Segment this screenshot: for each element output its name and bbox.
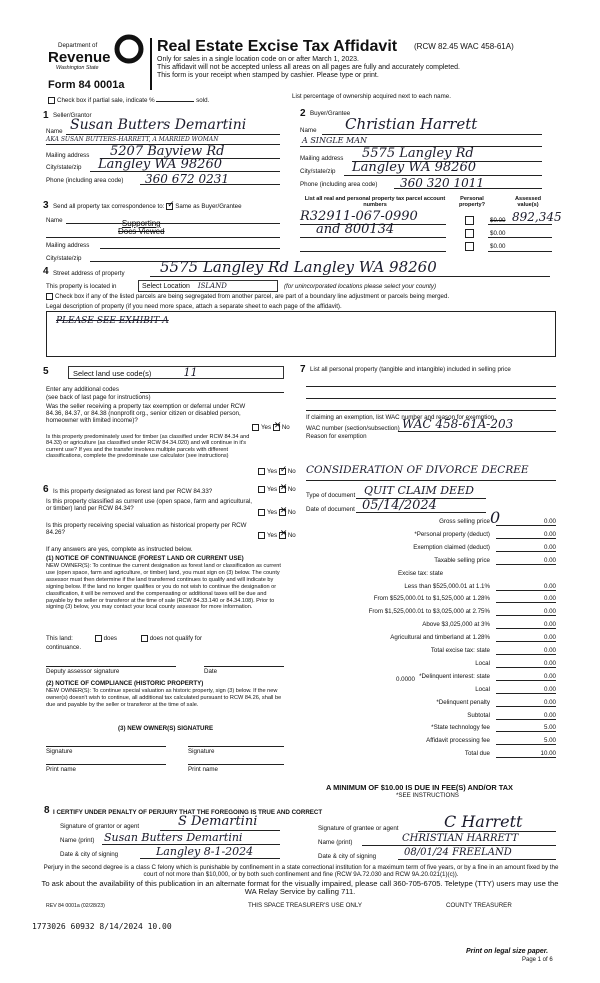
tax-row-value[interactable]: 0.00: [543, 659, 556, 667]
sec5-q1-no-label: No: [281, 424, 290, 432]
section-8-number: 8: [44, 805, 50, 816]
tax-row-value[interactable]: 0.00: [543, 608, 556, 616]
section-6-number: 6: [43, 484, 49, 495]
exemption-label: If claiming an exemption, list WAC number and reason for exemption.: [306, 414, 496, 421]
legal-description-hw: PLEASE SEE EXHIBIT A: [56, 316, 169, 326]
seller-mailing[interactable]: 5207 Bayview Rd: [110, 144, 225, 159]
parcels-heading: List all real and personal property tax parcel account numbers: [304, 196, 446, 209]
street-address[interactable]: 5575 Langley Rd Langley WA 98260: [160, 258, 437, 276]
tax-row-label: *Personal property (deduct): [414, 530, 490, 538]
located-in-label: This property is located in: [46, 283, 117, 290]
sec6-q1-yes-label: Yes: [267, 486, 278, 494]
does-not-checkbox[interactable]: [141, 635, 148, 642]
personal-property-checkbox-2[interactable]: [465, 229, 474, 238]
header-line-1: Only for sales in a single location code on or after March 1, 2023.: [157, 56, 359, 63]
notice-2-title: (2) NOTICE OF COMPLIANCE (HISTORIC PROPERTY): [46, 680, 204, 687]
personal-property-checkbox-3[interactable]: [465, 242, 474, 251]
rev-number: REV 84 0001a (02/28/23): [46, 903, 105, 909]
wac-label: WAC number (section/subsection): [306, 425, 400, 432]
land-use-select-hw: 11: [183, 366, 198, 379]
sec6-q3-yes[interactable]: [258, 532, 265, 539]
section-4-number: 4: [43, 266, 49, 277]
parcel-2[interactable]: and 800134: [316, 222, 395, 237]
sec6-q1-no[interactable]: ✕: [279, 482, 288, 492]
tax-row-value[interactable]: 0.00: [543, 647, 556, 654]
tax-row-value[interactable]: 0.00: [543, 543, 556, 551]
section-5-number: 5: [43, 366, 49, 377]
local-rate[interactable]: 0.0000: [396, 676, 415, 683]
header-line-3: This form is your receipt when stamped by cashier. Please type or print.: [157, 72, 379, 79]
sec6-q1-no-label: No: [287, 486, 296, 494]
land-use-select-label: Select land use code(s): [73, 369, 152, 378]
tax-row-label: *Delinquent penalty: [436, 698, 490, 706]
section-3-number: 3: [43, 200, 49, 211]
form-rcw: (RCW 82.45 WAC 458-61A): [414, 42, 514, 51]
buyer-name[interactable]: Christian Harrett: [345, 115, 478, 133]
sec5-q1-yes[interactable]: [252, 424, 259, 431]
sec5-q2: Is this property predominately used for timber (as classified under RCW 84.34 and 84.33) or agriculture (as classified under RCW 84.34.020) and will continue in it's current use? If yes and the transfer involves multiple parcels with different classifications, complete the predominate use calculator (see instructions): [46, 434, 250, 460]
sec5-q1-yesno: [252, 420, 290, 432]
form-number: Form 84 0001a: [48, 79, 125, 91]
notice-1-body: NEW OWNER(S): To continue the current designation as forest land or classification as current use (open space, farm and agriculture, or timber) land, you must sign on (3) below. The county assessor must then determine if the land transferred continues to qualify and will indicate by signing below. If the land no longer qualifies or you do not wish to continue the designation or classification, it will be removed and the compensating or additional taxes will be due and payable by the seller or transferor at the time of sale (RCW 84.33.140 or 84.34.108). Prior to signing (3) below, you may contact your local county assessor for more information.: [46, 563, 281, 611]
owner-signature-1-label: Signature: [46, 748, 73, 755]
sec6-q2-yes[interactable]: [258, 509, 265, 516]
logo-swirl-icon: [114, 34, 144, 64]
grantee-name-label: Name (print): [318, 839, 353, 846]
sec5-q1-yes-label: Yes: [261, 424, 272, 432]
tax-row-value[interactable]: 0.00: [543, 672, 556, 680]
sec3-name-label: Name: [46, 217, 63, 224]
seller-phone-label: Phone (including area code): [46, 177, 124, 184]
tax-row-label: From $1,525,000.01 to $3,025,000 at 2.75%: [368, 608, 490, 616]
land-use-select[interactable]: [68, 366, 284, 379]
sec6-q3: Is this property receiving special valuation as historical property per RCW 84.26?: [46, 522, 247, 536]
segregated-row: [46, 293, 449, 300]
supporting-docs-stamp: [118, 220, 165, 236]
grantor-date-hw[interactable]: Langley 8-1-2024: [156, 845, 254, 858]
doc-date[interactable]: 05/14/2024: [362, 498, 437, 513]
personal-property-checkbox-1[interactable]: [465, 216, 474, 225]
assessed-value-2[interactable]: $0.00: [490, 230, 506, 237]
tax-row-value[interactable]: 0.00: [543, 595, 556, 603]
sec6-q2-yesno: [258, 505, 296, 517]
buyer-name-label: Name: [300, 127, 317, 134]
logo-state: Washington State: [56, 65, 99, 71]
sec5-q2-yes-label: Yes: [267, 468, 278, 476]
buyer-heading: Buyer/Grantee: [310, 110, 351, 117]
unincorporated-note: (for unincorporated locations please select your county): [284, 283, 437, 290]
tax-row-label: Local: [475, 685, 490, 693]
sec6-q3-no[interactable]: ✕: [279, 528, 288, 538]
personal-property-heading: Personal property?: [458, 196, 486, 209]
sec6-q1: Is this property designated as forest land per RCW 84.33?: [53, 488, 213, 495]
sec6-q1-yes[interactable]: [258, 486, 265, 493]
sec6-q2-no[interactable]: ✕: [279, 505, 288, 515]
buyer-mailing-label: Mailing address: [300, 155, 344, 162]
exemption-reason[interactable]: CONSIDERATION OF DIVORCE DECREE: [306, 464, 529, 476]
tax-row-label: Exemption claimed (deduct): [413, 543, 490, 551]
seller-city[interactable]: Langley WA 98260: [98, 157, 222, 172]
assessed-value-1-struck: $0.00: [490, 217, 506, 224]
owner-signature-2-label: Signature: [188, 748, 215, 755]
sec3-city-label: City/state/zip: [46, 255, 82, 262]
grantee-date-hw[interactable]: 08/01/24 FREELAND: [404, 847, 512, 858]
tax-row-value[interactable]: 5.00: [543, 737, 556, 745]
seller-name[interactable]: Susan Butters Demartini: [70, 117, 247, 133]
partial-sale-label: Check box if partial sale, indicate %: [57, 97, 155, 105]
owner-print-2-label: Print name: [188, 766, 218, 773]
supporting-line-2: Docs Viewed: [118, 227, 165, 236]
section-7-number: 7: [300, 364, 306, 375]
supporting-line-1: Supporting: [121, 219, 161, 228]
partial-sale-checkbox[interactable]: [48, 97, 55, 104]
grantor-date-label: Date & city of signing: [60, 851, 119, 858]
grantee-date-label: Date & city of signing: [318, 853, 377, 860]
notice-2-body: NEW OWNER(S): To continue special valuation as historic property, sign (3) below. If the new owner(s) doesn't wish to continue, all additional tax calculated pursuant to RCW 84.26, shall be due and payable by the seller or transferor at the time of sale.: [46, 688, 282, 708]
perjury-note: Perjury in the second degree is a class C felony which is punishable by confinement in a state correctional institution for a maximum term of five years, or by a fine in an amount fixed by the court of not more than $10,000, or by both such confinement and fine (RCW 9A.72.030 and RCW 9A.20.021(1)(c)).: [43, 864, 559, 878]
tax-row-label: Subtotal: [467, 711, 490, 719]
notice-3-title: (3) NEW OWNER(S) SIGNATURE: [118, 725, 214, 732]
tax-row-label: Less than $525,000.01 at 1.1%: [404, 582, 490, 590]
buyer-city-label: City/state/zip: [300, 168, 336, 175]
sec3-correspondence-label: Send all property tax correspondence to:: [53, 203, 165, 211]
tax-row-label: *Delinquent interest: state: [419, 672, 490, 680]
county-treasurer: COUNTY TREASURER: [446, 902, 512, 909]
page-number: Page 1 of 6: [522, 957, 553, 963]
tax-row-value[interactable]: 0.00: [543, 634, 556, 642]
location-select-hw: ISLAND: [197, 282, 227, 290]
sec3-mailing-label: Mailing address: [46, 242, 90, 249]
does-checkbox[interactable]: [95, 635, 102, 642]
certify-label: I CERTIFY UNDER PENALTY OF PERJURY THAT THE FOREGOING IS TRUE AND CORRECT: [53, 809, 323, 816]
tax-row-value[interactable]: 0.00: [543, 698, 556, 706]
buyer-mailing[interactable]: 5575 Langley Rd: [362, 146, 474, 161]
seller-name-label: Name: [46, 128, 63, 135]
location-select-label: Select Location: [142, 283, 190, 290]
same-as-buyer-checkbox[interactable]: ✓: [167, 199, 175, 209]
doc-type[interactable]: QUIT CLAIM DEED: [364, 484, 474, 497]
segregated-checkbox[interactable]: [46, 293, 53, 300]
tax-row-label: Taxable selling price: [434, 556, 490, 564]
gross-selling-hw: 0: [490, 508, 501, 527]
seller-city-label: City/state/zip: [46, 164, 82, 171]
this-land-label: This land:: [46, 635, 73, 643]
tax-row-label: *State technology fee: [431, 724, 490, 732]
tax-row-label: Total excise tax: state: [430, 647, 490, 654]
tax-row-value[interactable]: 0.00: [543, 685, 556, 693]
tax-row-value[interactable]: 10.00: [540, 750, 556, 758]
sig-grantee-label: Signature of grantee or agent: [318, 825, 399, 832]
this-land-row: [46, 635, 202, 642]
alternate-format-note: To ask about the availability of this publication in an alternate format for the visually impaired, please call 360-705-6705. Teletype (TTY) users may use the WA Relay Service by calling 711.: [41, 879, 559, 897]
deputy-signature-label: Deputy assessor signature: [46, 668, 120, 675]
percent-note: List percentage of ownership acquired next to each name.: [292, 93, 451, 100]
does-label: does: [103, 635, 117, 643]
buyer-phone-label: Phone (including area code): [300, 181, 378, 188]
segregated-label: Check box if any of the listed parcels are being segregated from another parcel, are part of a boundary line adjustment or parcels being merged.: [55, 293, 450, 301]
assessed-value-1[interactable]: 892,345: [512, 210, 562, 224]
tax-row-label: Above $3,025,000 at 3%: [422, 621, 490, 629]
sig-grantee-hw[interactable]: C Harrett: [444, 812, 523, 831]
legal-description-label: Legal description of property (if you need more space, attach a separate sheet to each page of the affidavit).: [46, 303, 342, 310]
buyer-city[interactable]: Langley WA 98260: [352, 160, 476, 175]
sec6-q3-yes-label: Yes: [267, 532, 278, 540]
tax-row-value[interactable]: 0.00: [543, 711, 556, 719]
section-2-number: 2: [300, 108, 306, 119]
minimum-note: A MINIMUM OF $10.00 IS DUE IN FEE(S) AND/OR TAX: [326, 783, 513, 792]
sec5-q2-yesno: [258, 464, 296, 476]
assessed-value-heading: Assessed value(s): [514, 196, 542, 209]
sec5-q1: Was the seller receiving a property tax exemption or deferral under RCW 84.36, 84.37, or 84.38 (nonprofit org., senior citizen or disabled person, homeowner with limited income)?: [46, 403, 246, 424]
tax-row-label: From $525,000.01 to $1,525,000 at 1.28%: [373, 595, 490, 603]
notice-1-title: (1) NOTICE OF CONTINUANCE (FOREST LAND OR CURRENT USE): [46, 555, 244, 562]
grantor-name-hw[interactable]: Susan Butters Demartini: [104, 831, 243, 844]
wac-number[interactable]: WAC 458-61A-203: [402, 417, 514, 431]
buyer-name-2[interactable]: A SINGLE MAN: [302, 136, 368, 145]
buyer-phone[interactable]: 360 320 1011: [400, 176, 484, 190]
tax-row-label: Total due: [464, 750, 490, 758]
header-line-2: This affidavit will not be accepted unless all areas on all pages are fully and accurately completed.: [157, 64, 460, 71]
section-1-number: 1: [43, 110, 49, 121]
sig-grantor-label: Signature of grantor or agent: [60, 823, 140, 830]
sec3-label: [53, 199, 242, 211]
tax-row-value[interactable]: 0.00: [543, 621, 556, 629]
tax-row-value[interactable]: 0.00: [543, 530, 556, 538]
tax-row-label: Agricultural and timberland at 1.28%: [390, 634, 490, 642]
assessed-value-3[interactable]: $0.00: [490, 243, 506, 250]
sec7-label: List all personal property (tangible and intangible) included in selling price: [310, 366, 511, 373]
revenue-logo: [44, 34, 148, 84]
street-address-label: Street address of property: [53, 270, 125, 277]
tax-row-label: Local: [475, 659, 490, 667]
treasurer-use: THIS SPACE TREASURER'S USE ONLY: [248, 902, 362, 909]
logo-dept: Department of: [58, 42, 98, 49]
owner-print-1-label: Print name: [46, 766, 76, 773]
see-back-label: (see back of last page for instructions): [46, 394, 151, 401]
tax-row-value[interactable]: 5.00: [543, 724, 556, 732]
header-divider: [150, 38, 152, 90]
sec6-q2: Is this property classified as current use (open space, farm and agricultural, or timber) land per RCW 84.34?: [46, 498, 253, 512]
sig-grantor-hw[interactable]: S Demartini: [178, 814, 258, 829]
does-not-label: does not qualify for: [149, 635, 203, 643]
sec5-q1-no[interactable]: ✕: [273, 420, 282, 430]
sec6-q3-no-label: No: [287, 532, 296, 540]
additional-codes-label: Enter any additional codes: [46, 386, 119, 393]
recording-stamp: 1773026 60932 8/14/2024 10.00: [32, 922, 172, 931]
sec5-q2-no-label: No: [287, 468, 296, 476]
tax-row-value[interactable]: 0.00: [543, 556, 556, 564]
sec5-q2-no[interactable]: ✓: [279, 464, 288, 474]
location-select[interactable]: [138, 280, 278, 292]
see-instructions-note: *SEE INSTRUCTIONS: [396, 792, 459, 799]
sec6-q1-yesno: [258, 482, 296, 494]
tax-row-label: Gross selling price: [439, 518, 490, 525]
continuance-label: continuance.: [46, 644, 82, 651]
doc-type-label: Type of document: [306, 492, 356, 499]
seller-mailing-label: Mailing address: [46, 152, 90, 159]
partial-sale-row: [48, 97, 209, 104]
seller-name-2[interactable]: AKA SUSAN BUTTERS-HARRETT, A MARRIED WOMAN: [46, 136, 219, 143]
legal-paper-note: Print on legal size paper.: [466, 948, 549, 955]
tax-row-label: Excise tax: state: [398, 569, 444, 577]
seller-heading: Seller/Grantor: [53, 112, 92, 119]
sec6-q2-no-label: No: [287, 509, 296, 517]
sec6-q2-yes-label: Yes: [267, 509, 278, 517]
reason-label: Reason for exemption: [306, 433, 367, 440]
deputy-date-label: Date: [204, 668, 218, 675]
grantee-name-hw[interactable]: CHRISTIAN HARRETT: [402, 833, 519, 844]
seller-phone[interactable]: 360 672 0231: [145, 172, 229, 186]
tax-row-label: Affidavit processing fee: [426, 737, 490, 745]
form-title: Real Estate Excise Tax Affidavit: [157, 38, 398, 55]
if-yes-note: If any answers are yes, complete as instructed below.: [46, 546, 193, 553]
same-as-buyer-label: Same as Buyer/Grantee: [175, 203, 242, 211]
sec5-q2-yes[interactable]: [258, 468, 265, 475]
grantor-name-label: Name (print): [60, 837, 95, 844]
tax-row-value[interactable]: 0.00: [543, 582, 556, 590]
partial-sold-label: sold.: [196, 97, 210, 105]
tax-row-value[interactable]: 0.00: [543, 518, 556, 525]
logo-revenue: Revenue: [48, 49, 111, 66]
doc-date-label: Date of document: [306, 506, 355, 513]
parcel-1[interactable]: R32911-067-0990: [300, 209, 418, 224]
